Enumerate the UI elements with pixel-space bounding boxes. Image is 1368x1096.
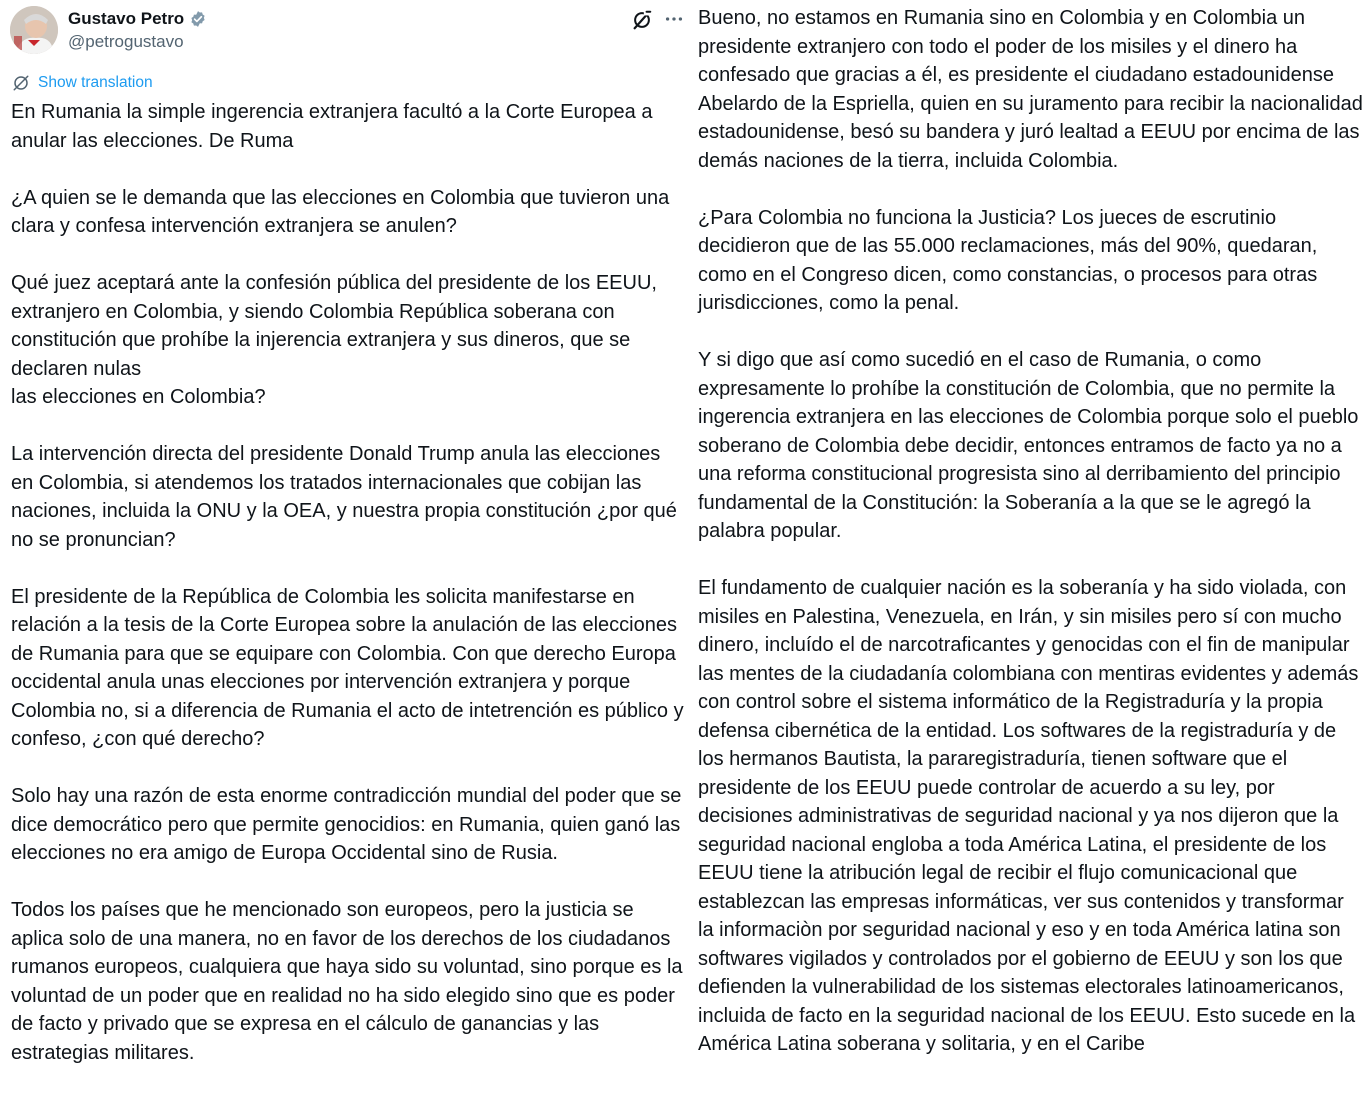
post-paragraph: En Rumania la simple ingerencia extranjera facultó a la Corte Europea a anular las elecciones. De Ruma (11, 101, 653, 152)
author-handle[interactable]: @petrogustavo (68, 32, 184, 51)
post-paragraph: Todos los países que he mencionado son europeos, pero la justicia se aplica solo de una manera, no en favor de los derechos de los ciudadanos rumanos europeos, cualquiera que haya sido su voluntad, sino porque es la voluntad de un poder que en realidad no ha sido elegido sino que es poder de facto y privado que se expresa en el cálculo de ganancias y las estrategias militares. (11, 899, 683, 1064)
left-column (0, 0, 690, 1080)
post-paragraph: El fundamento de cualquier nación es la soberanía y ha sido violada, con misiles en Palestina, Venezuela, en Irán, y sin misiles pero sí con mucho dinero, incluído el de narcotraficantes y genocidas con el fin de manipular las mentes de la ciudadanía colombiana con mentiras evidentes y además con control sobre el sistema informático de la Registraduría y la propia defensa cibernética de la entidad. Los softwares de la registraduría y de los hermanos Bautista, la pararegistraduría, tienen software que el presidente de los EEUU puede controlar de acuerdo a su ley, por decisiones administrativas de seguridad nacional y ya nos dijeron que la seguridad nacional engloba a toda América Latina, el presidente de los EEUU tiene la atribución legal de recibir el flujo comunicacional que establezcan las empresas informáticas, ver sus contenidos y transformar la informaciòn por seguridad nacional y eso y en toda América latina son softwares vigilados y controlados por el gobierno de EEUU y son los que defienden la vulnerabilidad de los sistemas electorales latinoamericanos, incluida de facto en la seguridad nacional de los EEUU. Esto sucede en la América Latina soberana y solitaria, y en el Caribe (698, 577, 1359, 1055)
avatar[interactable] (10, 6, 58, 54)
author-name-row (68, 8, 207, 30)
avatar-image-icon (10, 6, 58, 54)
post-paragraph: La intervención directa del presidente Donald Trump anula las elecciones en Colombia, si atendemos los tratados internacionales que cobijan las naciones, incluida la ONU y la OEA, y nuestra propia constitución ¿por qué no se pronuncian? (11, 443, 677, 551)
translate-icon (12, 74, 30, 92)
post-paragraph: Y si digo que así como sucedió en el caso de Rumania, o como expresamente lo prohíbe la constitución de Colombia, que no permite la ingerencia extranjera en las elecciones de Colombia porque solo el pueblo soberano de Colombia debe decidir, entonces entramos de facto ya no a una reforma constitucional progresista sino al derribamiento del principio fundamental de la Constitución: la Soberanía a la que se le agregó la palabra popular. (698, 349, 1359, 542)
author-display-name[interactable]: Gustavo Petro (68, 9, 185, 28)
post-paragraph: ¿Para Colombia no funciona la Justicia? Los jueces de escrutinio decidieron que de las 55.000 reclamaciones, más del 90%, quedaran, como en el Congreso dicen, como constancias, o procesos para otras jurisdicciones, como la penal. (698, 206, 1318, 314)
more-horizontal-icon[interactable] (663, 8, 685, 30)
verified-badge-icon (189, 10, 207, 28)
post-paragraph: Qué juez aceptará ante la confesión pública del presidente de los EEUU, extranjero en Colombia, y siendo Colombia República soberana con constitución que prohíbe la injerencia extranjera y sus dineros, que se declaren nulas las elecciones en Colombia? (11, 272, 657, 408)
right-column (698, 0, 1366, 1080)
grok-icon[interactable] (631, 9, 653, 31)
post-paragraph: Bueno, no estamos en Rumania sino en Colombia y en Colombia un presidente extranjero con todo el poder de los misiles y el dinero ha confesado que gracias a él, es presidente el ciudadano estadounidense Abelardo de la Espriella, quien en su juramento para recibir la nacionalidad estadounidense, besó su bandera y juró lealtad a EEUU por encima de las demás naciones de la tierra, incluida Colombia. (698, 7, 1363, 172)
post-text-right (698, 4, 1364, 1087)
show-translation-label: Show translation (38, 74, 153, 91)
post-text-left (11, 98, 687, 1096)
post-header (10, 6, 685, 58)
post-paragraph: Solo hay una razón de esta enorme contradicción mundial del poder que se dice democrático pero que permite genocidios: en Rumania, quien ganó las elecciones no era amigo de Europa Occidental sino de Rusia. (11, 785, 682, 864)
show-translation-link[interactable] (12, 74, 153, 92)
post-paragraph: El presidente de la República de Colombia les solicita manifestarse en relación a la tesis de la Corte Europea sobre la anulación de las elecciones de Rumania para que se equipare con Colombia. Con que derecho Europa occidental anula unas elecciones por intervención extranjera y porque Colombia no, si a diferencia de Rumania el acto de intetrención es público y confeso, ¿con qué derecho? (11, 585, 684, 750)
post-paragraph: ¿A quien se le demanda que las elecciones en Colombia que tuvieron una clara y confesa intervención extranjera se anulen? (11, 186, 670, 237)
